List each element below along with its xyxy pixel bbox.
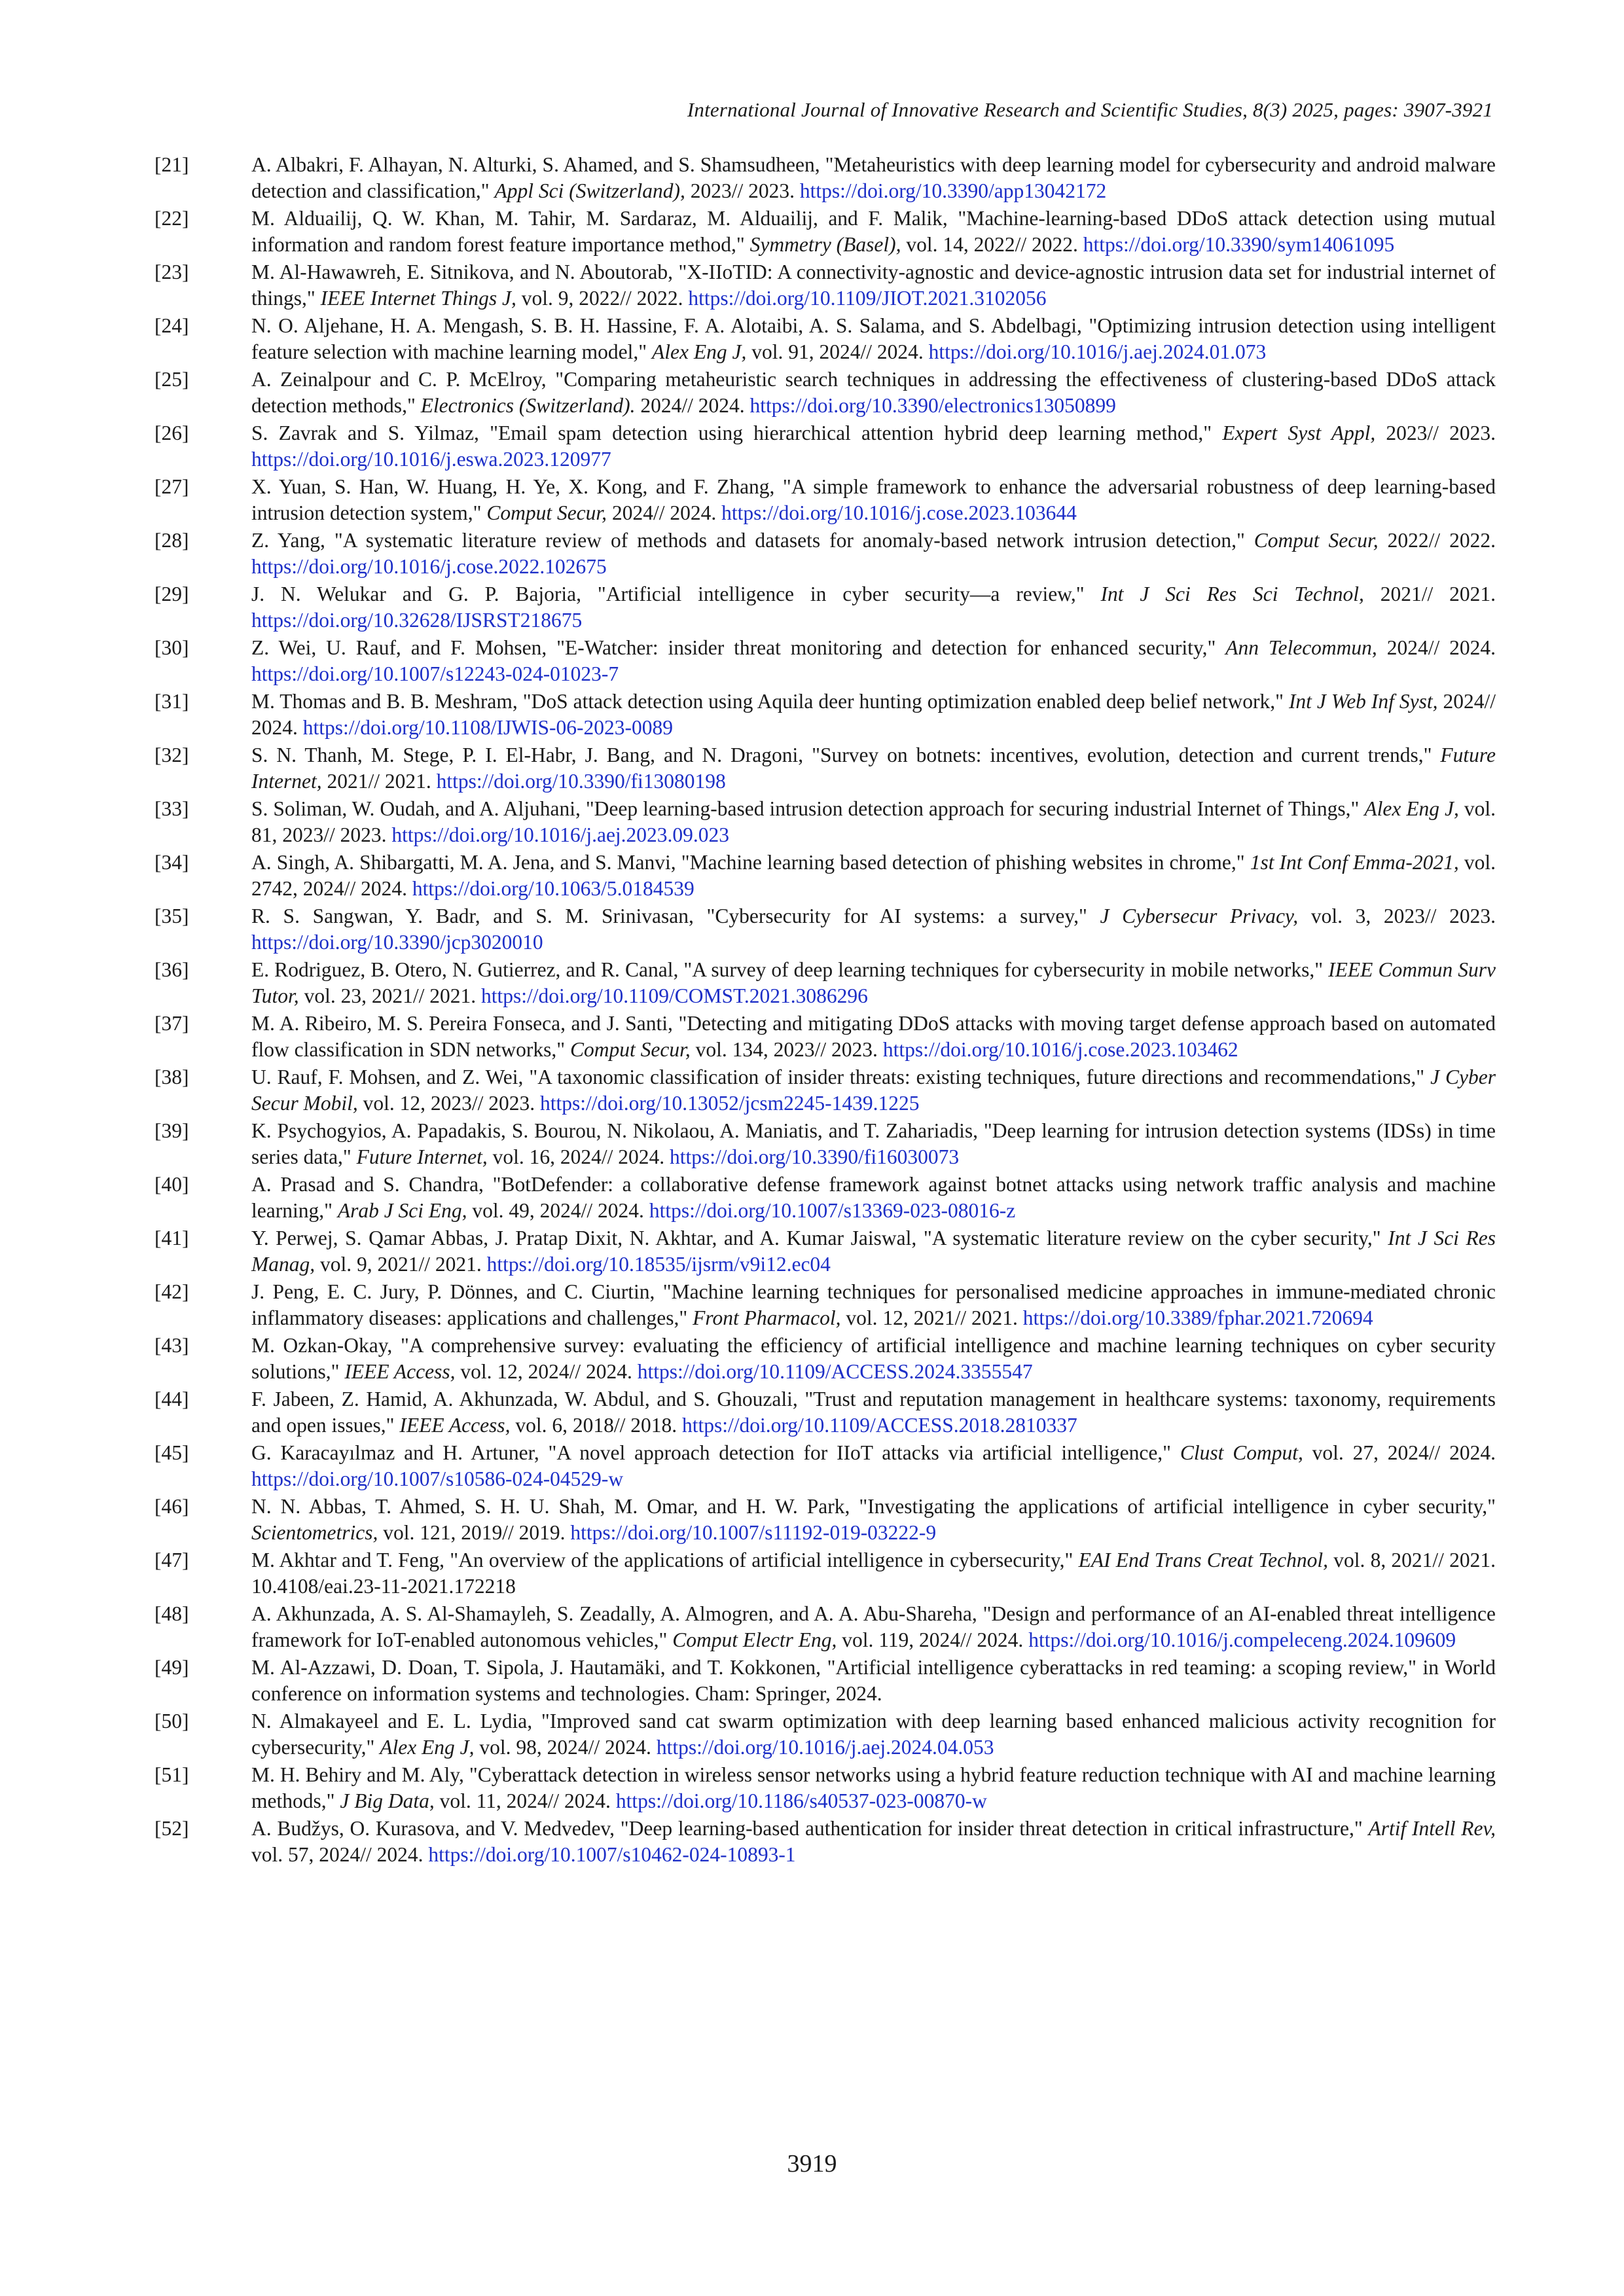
reference-details: vol. 81, 2023// 2023. — [251, 797, 1496, 846]
reference-authors: Y. Perwej, S. Qamar Abbas, J. Pratap Dixit, N. Akhtar, and A. Kumar Jaiswal, — [251, 1227, 924, 1249]
reference-venue: Expert Syst Appl, — [1222, 422, 1376, 444]
reference-body — [251, 1655, 1496, 1707]
reference-body — [251, 528, 1496, 580]
doi-link[interactable]: https://doi.org/10.3390/app13042172 — [799, 179, 1107, 202]
reference-details: vol. 8, 2021// 2021. 10.4108/eai.23-11-2021.172218 — [251, 1549, 1496, 1598]
reference-title: "A survey of deep learning techniques for cybersecurity in mobile networks," — [683, 958, 1329, 981]
reference-venue: Alex Eng J, — [1364, 797, 1459, 820]
reference-number: [36] — [154, 958, 189, 981]
reference-authors: S. Soliman, W. Oudah, and A. Aljuhani, — [251, 797, 586, 820]
reference-item — [154, 1816, 1496, 1868]
reference-number: [24] — [154, 314, 189, 337]
reference-venue: Appl Sci (Switzerland), — [494, 179, 685, 202]
reference-item — [154, 1279, 1496, 1331]
reference-authors: N. O. Aljehane, H. A. Mengash, S. B. H. Hassine, F. A. Alotaibi, A. S. Salama, and S. Abdelbagi, — [251, 314, 1089, 337]
reference-authors: A. Akhunzada, A. S. Al-Shamayleh, S. Zeadally, A. Almogren, and A. A. Abu-Shareha, — [251, 1602, 983, 1625]
reference-number: [25] — [154, 368, 189, 391]
reference-body — [251, 1172, 1496, 1224]
reference-item — [154, 313, 1496, 365]
reference-venue: Comput Electr Eng, — [672, 1628, 837, 1651]
reference-venue: IEEE Internet Things J, — [320, 287, 516, 310]
reference-title: "Optimizing intrusion detection using intelligent feature selection with machine learning model," — [251, 314, 1496, 363]
reference-venue: Ann Telecommun, — [1225, 636, 1377, 659]
reference-title: "A systematic literature review on the cyber security," — [923, 1227, 1388, 1249]
reference-authors: E. Rodriguez, B. Otero, N. Gutierrez, and R. Canal, — [251, 958, 684, 981]
doi-link[interactable]: https://doi.org/10.1007/s13369-023-08016-z — [649, 1199, 1016, 1222]
reference-item — [154, 903, 1496, 956]
reference-authors: A. Singh, A. Shibargatti, M. A. Jena, and S. Manvi, — [251, 851, 681, 874]
reference-number: [51] — [154, 1763, 189, 1786]
reference-title: "Detecting and mitigating DDoS attacks with moving target defense approach based on automated flow classification in SDN networks," — [251, 1012, 1496, 1061]
reference-details: vol. 6, 2018// 2018. — [510, 1414, 682, 1437]
reference-authors: M. Ozkan-Okay, — [251, 1334, 401, 1357]
reference-details: 2024// 2024. — [251, 690, 1496, 739]
reference-authors: M. A. Ribeiro, M. S. Pereira Fonseca, and J. Santi, — [251, 1012, 679, 1035]
doi-link[interactable]: https://doi.org/10.1016/j.cose.2023.103462 — [882, 1038, 1238, 1061]
doi-link[interactable]: https://doi.org/10.3390/jcp3020010 — [251, 931, 543, 954]
reference-details: vol. 12, 2021// 2021. — [840, 1306, 1023, 1329]
reference-item — [154, 152, 1496, 204]
reference-number: [45] — [154, 1441, 189, 1464]
doi-link[interactable]: https://doi.org/10.1109/ACCESS.2018.2810337 — [681, 1414, 1077, 1437]
reference-title: "A simple framework to enhance the adversarial robustness of deep learning-based intrusion detection system," — [251, 475, 1496, 524]
reference-body — [251, 1547, 1496, 1600]
reference-venue: Comput Secur, — [570, 1038, 691, 1061]
reference-title: "Design and performance of an AI-enabled threat intelligence framework for IoT-enabled autonomous vehicles," — [251, 1602, 1496, 1651]
doi-link[interactable]: https://doi.org/10.1007/s10586-024-04529-w — [251, 1467, 624, 1490]
reference-title: "Investigating the applications of artificial intelligence in cyber security," — [859, 1495, 1496, 1518]
reference-number: [44] — [154, 1388, 189, 1410]
doi-link[interactable]: https://doi.org/10.1007/s11192-019-03222-9 — [570, 1521, 937, 1544]
reference-item — [154, 581, 1496, 634]
doi-link[interactable]: https://doi.org/10.18535/ijsrm/v9i12.ec04 — [486, 1253, 831, 1276]
reference-details: vol. 16, 2024// 2024. — [487, 1145, 670, 1168]
reference-item — [154, 1440, 1496, 1492]
reference-item — [154, 1118, 1496, 1170]
reference-item — [154, 1601, 1496, 1653]
reference-details: vol. 121, 2019// 2019. — [378, 1521, 571, 1544]
reference-body — [251, 581, 1496, 634]
reference-venue: IEEE Commun Surv Tutor, — [251, 958, 1496, 1007]
reference-venue: Symmetry (Basel), — [749, 233, 901, 256]
reference-authors: R. S. Sangwan, Y. Badr, and S. M. Srinivasan, — [251, 905, 707, 927]
reference-number: [35] — [154, 905, 189, 927]
doi-link[interactable]: https://doi.org/10.1186/s40537-023-00870-w — [615, 1789, 987, 1812]
reference-venue: Artif Intell Rev, — [1368, 1817, 1496, 1840]
reference-authors: M. Alduailij, Q. W. Khan, M. Tahir, M. Sardaraz, M. Alduailij, and F. Malik, — [251, 207, 958, 230]
reference-venue: J Cybersecur Privacy, — [1100, 905, 1299, 927]
reference-details: 2022// 2022. — [1378, 529, 1496, 552]
reference-authors: S. N. Thanh, M. Stege, P. I. El-Habr, J. Bang, and N. Dragoni, — [251, 744, 812, 766]
reference-title: "Cybersecurity for AI systems: a survey," — [706, 905, 1100, 927]
running-header: International Journal of Innovative Research and Scientific Studies, 8(3) 2025, pages: 3907-3921 — [687, 98, 1493, 121]
doi-link[interactable]: https://doi.org/10.32628/IJSRST218675 — [251, 609, 583, 632]
reference-details: vol. 14, 2022// 2022. — [901, 233, 1083, 256]
reference-number: [37] — [154, 1012, 189, 1035]
reference-venue: Scientometrics, — [251, 1521, 378, 1544]
reference-venue: 1st Int Conf Emma-2021, — [1250, 851, 1459, 874]
doi-link[interactable]: https://doi.org/10.1063/5.0184539 — [412, 877, 695, 900]
reference-authors: U. Rauf, F. Mohsen, and Z. Wei, — [251, 1066, 530, 1088]
reference-number: [49] — [154, 1656, 189, 1679]
reference-venue: Alex Eng J, — [380, 1736, 475, 1759]
reference-authors: S. Zavrak and S. Yilmaz, — [251, 422, 490, 444]
reference-venue: Int J Sci Res Sci Technol, — [1100, 583, 1364, 605]
reference-details: 2024// 2024. — [1377, 636, 1496, 659]
doi-link[interactable]: https://doi.org/10.3390/fi16030073 — [669, 1145, 960, 1168]
reference-number: [52] — [154, 1817, 189, 1840]
reference-title: "Artificial intelligence cyberattacks in red teaming: a scoping review," in World conference on information systems and technologies. Cham: Springer, 2024. — [251, 1656, 1496, 1705]
reference-venue: Comput Secur, — [486, 501, 607, 524]
reference-title: "Email spam detection using hierarchical attention hybrid deep learning method," — [490, 422, 1223, 444]
reference-authors: F. Jabeen, Z. Hamid, A. Akhunzada, W. Abdul, and S. Ghouzali, — [251, 1388, 805, 1410]
reference-details: vol. 12, 2024// 2024. — [455, 1360, 638, 1383]
doi-link[interactable]: https://doi.org/10.3390/electronics13050899 — [749, 394, 1116, 417]
doi-link[interactable]: https://doi.org/10.1109/ACCESS.2024.3355547 — [637, 1360, 1033, 1383]
reference-title: "Deep learning-based intrusion detection approach for securing industrial Internet of Things," — [585, 797, 1365, 820]
reference-number: [32] — [154, 744, 189, 766]
reference-title: "Cyberattack detection in wireless sensor networks using a hybrid feature reduction technique with AI and machine learning methods," — [251, 1763, 1496, 1812]
reference-item — [154, 528, 1496, 580]
reference-item — [154, 367, 1496, 419]
reference-details: vol. 3, 2023// 2023. — [1298, 905, 1496, 927]
reference-number: [48] — [154, 1602, 189, 1625]
doi-link[interactable]: https://doi.org/10.1016/j.aej.2024.01.073 — [928, 340, 1267, 363]
reference-title: "An overview of the applications of artificial intelligence in cybersecurity," — [450, 1549, 1079, 1571]
reference-item — [154, 1655, 1496, 1707]
reference-body — [251, 206, 1496, 258]
reference-details: 2023// 2023. — [1375, 422, 1496, 444]
reference-venue: Alex Eng J, — [652, 340, 747, 363]
reference-number: [29] — [154, 583, 189, 605]
reference-body — [251, 420, 1496, 473]
reference-venue: Int J Sci Res Manag, — [251, 1227, 1496, 1276]
reference-authors: M. Akhtar and T. Feng, — [251, 1549, 450, 1571]
reference-details: 2023// 2023. — [685, 179, 800, 202]
reference-number: [39] — [154, 1119, 189, 1142]
reference-title: "Improved sand cat swarm optimization with deep learning based enhanced malicious activity recognition for cybersecurity," — [251, 1710, 1496, 1759]
reference-item — [154, 742, 1496, 795]
reference-body — [251, 742, 1496, 795]
reference-title: "Comparing metaheuristic search techniques in addressing the effectiveness of clustering-based DDoS attack detection methods," — [251, 368, 1496, 417]
reference-item — [154, 1762, 1496, 1814]
reference-details: vol. 57, 2024// 2024. — [251, 1843, 429, 1866]
reference-title: "A taxonomic classification of insider threats: existing techniques, future directions and recommendations," — [529, 1066, 1431, 1088]
reference-title: "Machine-learning-based DDoS attack detection using mutual information and random forest feature importance method," — [251, 207, 1496, 256]
reference-authors: M. Al-Azzawi, D. Doan, T. Sipola, J. Hautamäki, and T. Kokkonen, — [251, 1656, 827, 1679]
reference-authors: N. N. Abbas, T. Ahmed, S. H. U. Shah, M. Omar, and H. W. Park, — [251, 1495, 859, 1518]
doi-link[interactable]: https://doi.org/10.1016/j.cose.2022.102675 — [251, 555, 607, 578]
reference-item — [154, 796, 1496, 848]
reference-details: vol. 119, 2024// 2024. — [837, 1628, 1029, 1651]
reference-title: "Machine learning based detection of phishing websites in chrome," — [681, 851, 1250, 874]
reference-authors: Z. Wei, U. Rauf, and F. Mohsen, — [251, 636, 557, 659]
reference-item — [154, 957, 1496, 1009]
reference-number: [34] — [154, 851, 189, 874]
reference-title: "Metaheuristics with deep learning model for cybersecurity and android malware detection and classification," — [251, 153, 1496, 202]
reference-venue: J Big Data, — [340, 1789, 435, 1812]
reference-title: "Machine learning techniques for personalised medicine approaches in immune-mediated chronic inflammatory diseases: applications and challenges," — [251, 1280, 1496, 1329]
reference-venue: IEEE Access, — [344, 1360, 456, 1383]
reference-body — [251, 1118, 1496, 1170]
reference-item — [154, 420, 1496, 473]
reference-number: [27] — [154, 475, 189, 498]
reference-venue: Future Internet, — [251, 744, 1496, 793]
reference-authors: M. Al-Hawawreh, E. Sitnikova, and N. Aboutorab, — [251, 260, 679, 283]
reference-item — [154, 474, 1496, 526]
reference-authors: A. Albakri, F. Alhayan, N. Alturki, S. Ahamed, and S. Shamsudheen, — [251, 153, 825, 176]
reference-details: 2021// 2021. — [1363, 583, 1496, 605]
reference-title: "E-Watcher: insider threat monitoring and detection for enhanced security," — [556, 636, 1226, 659]
reference-title: "DoS attack detection using Aquila deer hunting optimization enabled deep belief network," — [522, 690, 1289, 713]
reference-number: [30] — [154, 636, 189, 659]
reference-title: "Artificial intelligence in cyber security—a review," — [597, 583, 1101, 605]
reference-item — [154, 689, 1496, 741]
reference-body — [251, 1333, 1496, 1385]
reference-authors: X. Yuan, S. Han, W. Huang, H. Ye, X. Kong, and F. Zhang, — [251, 475, 783, 498]
reference-title: "Trust and reputation management in healthcare systems: taxonomy, requirements and open issues," — [251, 1388, 1496, 1437]
reference-title: "A novel approach detection for IIoT attacks via artificial intelligence," — [548, 1441, 1180, 1464]
reference-number: [50] — [154, 1710, 189, 1732]
reference-number: [38] — [154, 1066, 189, 1088]
reference-body — [251, 903, 1496, 956]
reference-venue: Future Internet, — [356, 1145, 488, 1168]
reference-body — [251, 957, 1496, 1009]
reference-item — [154, 1064, 1496, 1117]
reference-number: [46] — [154, 1495, 189, 1518]
reference-venue: Int J Web Inf Syst, — [1288, 690, 1438, 713]
reference-body — [251, 1386, 1496, 1439]
reference-item — [154, 1386, 1496, 1439]
reference-body — [251, 1708, 1496, 1761]
reference-details: vol. 2742, 2024// 2024. — [251, 851, 1496, 900]
reference-item — [154, 1494, 1496, 1546]
reference-venue: EAI End Trans Creat Technol, — [1078, 1549, 1329, 1571]
reference-authors: A. Budžys, O. Kurasova, and V. Medvedev, — [251, 1817, 621, 1840]
reference-item — [154, 1011, 1496, 1063]
doi-link[interactable]: https://doi.org/10.1016/j.aej.2023.09.023 — [391, 823, 730, 846]
doi-link[interactable]: https://doi.org/10.1108/IJWIS-06-2023-0089 — [302, 716, 673, 739]
reference-details: vol. 9, 2021// 2021. — [315, 1253, 487, 1276]
reference-venue: Clust Comput, — [1180, 1441, 1303, 1464]
reference-title: "Deep learning for intrusion detection systems (IDSs) in time series data," — [251, 1119, 1496, 1168]
reference-body — [251, 259, 1496, 312]
doi-link[interactable]: https://doi.org/10.1007/s10462-024-10893-1 — [428, 1843, 796, 1866]
doi-link[interactable]: https://doi.org/10.3389/fphar.2021.720694 — [1022, 1306, 1373, 1329]
reference-item — [154, 1225, 1496, 1278]
reference-list — [154, 152, 1496, 1869]
reference-title: "Deep learning-based authentication for insider threat detection in critical infrastructure," — [620, 1817, 1369, 1840]
reference-details: vol. 91, 2024// 2024. — [746, 340, 929, 363]
reference-details: vol. 134, 2023// 2023. — [690, 1038, 883, 1061]
reference-body — [251, 1440, 1496, 1492]
reference-body — [251, 1064, 1496, 1117]
doi-link[interactable]: https://doi.org/10.1016/j.cose.2023.103644 — [721, 501, 1077, 524]
reference-details: vol. 98, 2024// 2024. — [474, 1736, 657, 1759]
reference-title: "BotDefender: a collaborative defense framework against botnet attacks using network traffic analysis and machine learning," — [251, 1173, 1496, 1222]
reference-item — [154, 1547, 1496, 1600]
reference-number: [41] — [154, 1227, 189, 1249]
reference-authors: M. H. Behiry and M. Aly, — [251, 1763, 469, 1786]
doi-link[interactable]: https://doi.org/10.3390/sym14061095 — [1083, 233, 1395, 256]
reference-authors: J. N. Welukar and G. P. Bajoria, — [251, 583, 598, 605]
reference-number: [33] — [154, 797, 189, 820]
reference-authors: Z. Yang, — [251, 529, 334, 552]
reference-number: [21] — [154, 153, 189, 176]
reference-number: [43] — [154, 1334, 189, 1357]
reference-body — [251, 474, 1496, 526]
reference-item — [154, 1172, 1496, 1224]
reference-body — [251, 1279, 1496, 1331]
reference-item — [154, 1333, 1496, 1385]
reference-body — [251, 1601, 1496, 1653]
reference-venue: Electronics (Switzerland). — [420, 394, 636, 417]
reference-details: vol. 9, 2022// 2022. — [516, 287, 689, 310]
reference-details: vol. 49, 2024// 2024. — [467, 1199, 649, 1222]
reference-body — [251, 1762, 1496, 1814]
reference-item — [154, 1708, 1496, 1761]
reference-venue: IEEE Access, — [399, 1414, 511, 1437]
reference-number: [42] — [154, 1280, 189, 1303]
reference-item — [154, 850, 1496, 902]
reference-item — [154, 259, 1496, 312]
reference-authors: A. Prasad and S. Chandra, — [251, 1173, 493, 1196]
reference-number: [47] — [154, 1549, 189, 1571]
reference-number: [31] — [154, 690, 189, 713]
reference-body — [251, 152, 1496, 204]
reference-details: 2021// 2021. — [321, 770, 437, 793]
reference-body — [251, 1816, 1496, 1868]
reference-body — [251, 367, 1496, 419]
doi-link[interactable]: https://doi.org/10.3390/fi13080198 — [436, 770, 726, 793]
doi-link[interactable]: https://doi.org/10.1016/j.compeleceng.2024.109609 — [1028, 1628, 1456, 1651]
reference-venue: Comput Secur, — [1254, 529, 1379, 552]
reference-details: 2024// 2024. — [635, 394, 750, 417]
reference-authors: K. Psychogyios, A. Papadakis, S. Bourou, N. Nikolaou, A. Maniatis, and T. Zahariadis, — [251, 1119, 984, 1142]
doi-link[interactable]: https://doi.org/10.1016/j.eswa.2023.120977 — [251, 448, 611, 471]
reference-details: vol. 11, 2024// 2024. — [434, 1789, 616, 1812]
reference-body — [251, 635, 1496, 687]
reference-venue: J Cyber Secur Mobil, — [251, 1066, 1496, 1115]
reference-authors: A. Zeinalpour and C. P. McElroy, — [251, 368, 556, 391]
reference-authors: M. Thomas and B. B. Meshram, — [251, 690, 523, 713]
reference-item — [154, 206, 1496, 258]
reference-title: "X-IIoTID: A connectivity-agnostic and device-agnostic intrusion data set for industrial internet of things," — [251, 260, 1496, 310]
reference-details: vol. 27, 2024// 2024. — [1303, 1441, 1496, 1464]
doi-link[interactable]: https://doi.org/10.1109/JIOT.2021.3102056 — [688, 287, 1047, 310]
reference-title: "A systematic literature review of methods and datasets for anomaly-based network intrusion detection," — [334, 529, 1254, 552]
page-number: 3919 — [787, 2150, 837, 2178]
reference-number: [28] — [154, 529, 189, 552]
reference-body — [251, 1494, 1496, 1546]
reference-authors: G. Karacayılmaz and H. Artuner, — [251, 1441, 549, 1464]
reference-venue: Front Pharmacol, — [693, 1306, 841, 1329]
doi-link[interactable]: https://doi.org/10.1109/COMST.2021.3086296 — [480, 984, 868, 1007]
reference-authors: N. Almakayeel and E. L. Lydia, — [251, 1710, 541, 1732]
reference-number: [26] — [154, 422, 189, 444]
reference-body — [251, 796, 1496, 848]
doi-link[interactable]: https://doi.org/10.1007/s12243-024-01023-7 — [251, 662, 619, 685]
reference-venue: Arab J Sci Eng, — [337, 1199, 467, 1222]
reference-body — [251, 1225, 1496, 1278]
doi-link[interactable]: https://doi.org/10.13052/jcsm2245-1439.1225 — [539, 1092, 920, 1115]
reference-body — [251, 1011, 1496, 1063]
reference-details: 2024// 2024. — [607, 501, 722, 524]
reference-details: vol. 23, 2021// 2021. — [298, 984, 481, 1007]
reference-title: "Survey on botnets: incentives, evolution, detection and current trends," — [812, 744, 1441, 766]
reference-title: "A comprehensive survey: evaluating the efficiency of artificial intelligence and machine learning techniques on cyber security solutions," — [251, 1334, 1496, 1383]
reference-number: [23] — [154, 260, 189, 283]
reference-body — [251, 313, 1496, 365]
reference-item — [154, 635, 1496, 687]
reference-body — [251, 689, 1496, 741]
doi-link[interactable]: https://doi.org/10.1016/j.aej.2024.04.053 — [656, 1736, 994, 1759]
reference-authors: J. Peng, E. C. Jury, P. Dönnes, and C. Ciurtin, — [251, 1280, 663, 1303]
reference-details: vol. 12, 2023// 2023. — [357, 1092, 540, 1115]
reference-body — [251, 850, 1496, 902]
reference-number: [22] — [154, 207, 189, 230]
reference-number: [40] — [154, 1173, 189, 1196]
